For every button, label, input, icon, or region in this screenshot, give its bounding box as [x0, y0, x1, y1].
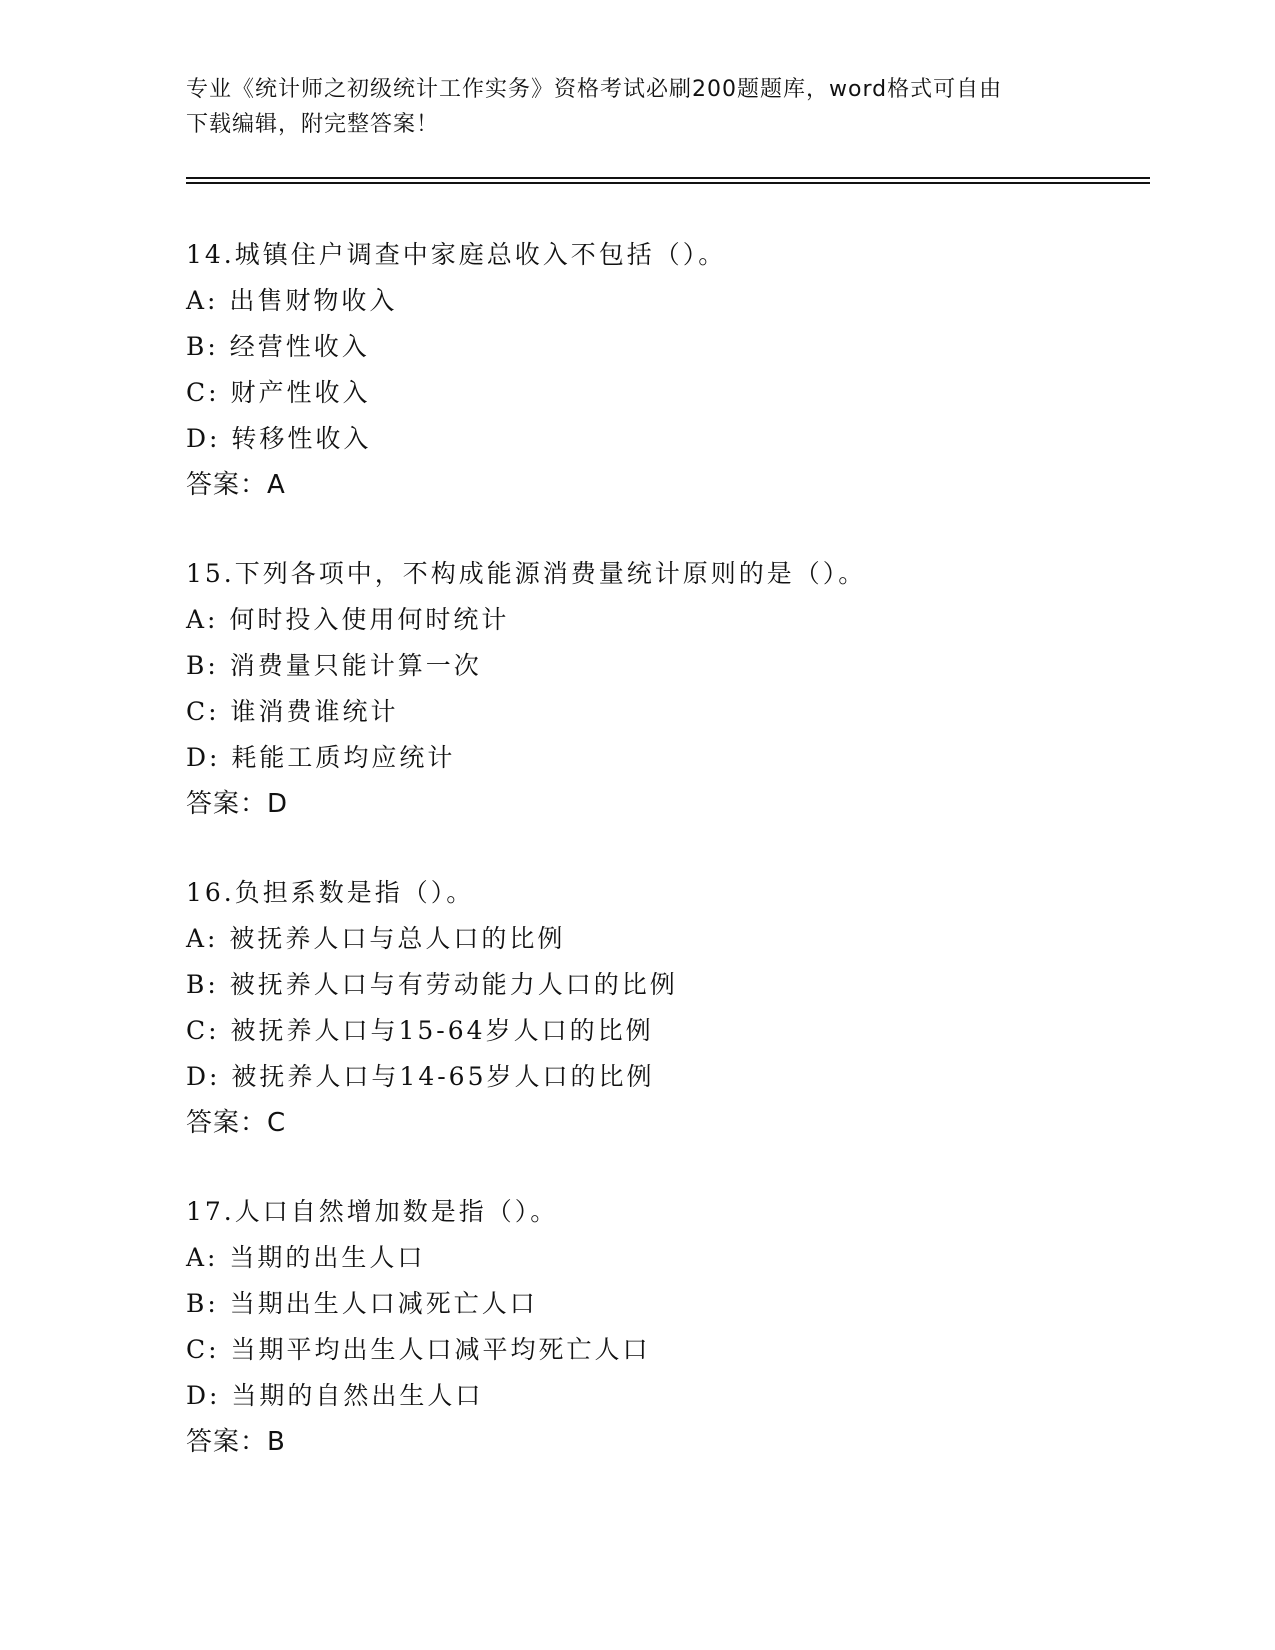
question-15: [186, 551, 1146, 827]
question-stem: 15.下列各项中，不构成能源消费量统计原则的是（）。: [186, 559, 867, 588]
option-c: C: 被抚养人口与15-64岁人口的比例: [186, 1016, 654, 1045]
option-c: C: 财产性收入: [186, 378, 371, 407]
option-a: A: 被抚养人口与总人口的比例: [186, 924, 566, 953]
option-d: D: 转移性收入: [186, 424, 372, 453]
question-stem: 17.人口自然增加数是指（）。: [186, 1197, 559, 1226]
answer: 答案：A: [186, 470, 286, 500]
header-line-2: 下载编辑，附完整答案！: [186, 112, 440, 137]
question-stem: 16.负担系数是指（）。: [186, 878, 475, 907]
answer: 答案：D: [186, 789, 289, 819]
option-b: B: 经营性收入: [186, 332, 370, 361]
option-c: C: 谁消费谁统计: [186, 697, 399, 726]
option-c: C: 当期平均出生人口减平均死亡人口: [186, 1335, 651, 1364]
option-d: D: 耗能工质均应统计: [186, 743, 456, 772]
header-line-1: 专业《统计师之初级统计工作实务》资格考试必刷200题题库，word格式可自由: [186, 77, 1003, 102]
option-b: B: 被抚养人口与有劳动能力人口的比例: [186, 970, 678, 999]
answer: 答案：C: [186, 1108, 287, 1138]
question-14: [186, 232, 1146, 508]
header-divider-top: [186, 177, 1150, 179]
option-a: A: 当期的出生人口: [186, 1243, 426, 1272]
option-b: B: 当期出生人口减死亡人口: [186, 1289, 538, 1318]
option-a: A: 何时投入使用何时统计: [186, 605, 510, 634]
question-stem: 14.城镇住户调查中家庭总收入不包括（）。: [186, 240, 727, 269]
option-b: B: 消费量只能计算一次: [186, 651, 482, 680]
answer: 答案：B: [186, 1427, 286, 1457]
option-d: D: 被抚养人口与14-65岁人口的比例: [186, 1062, 655, 1091]
option-d: D: 当期的自然出生人口: [186, 1381, 484, 1410]
option-a: A: 出售财物收入: [186, 286, 398, 315]
header-divider-bottom: [186, 182, 1150, 184]
document-header: [186, 72, 1066, 142]
question-17: [186, 1189, 1146, 1465]
question-16: [186, 870, 1146, 1146]
